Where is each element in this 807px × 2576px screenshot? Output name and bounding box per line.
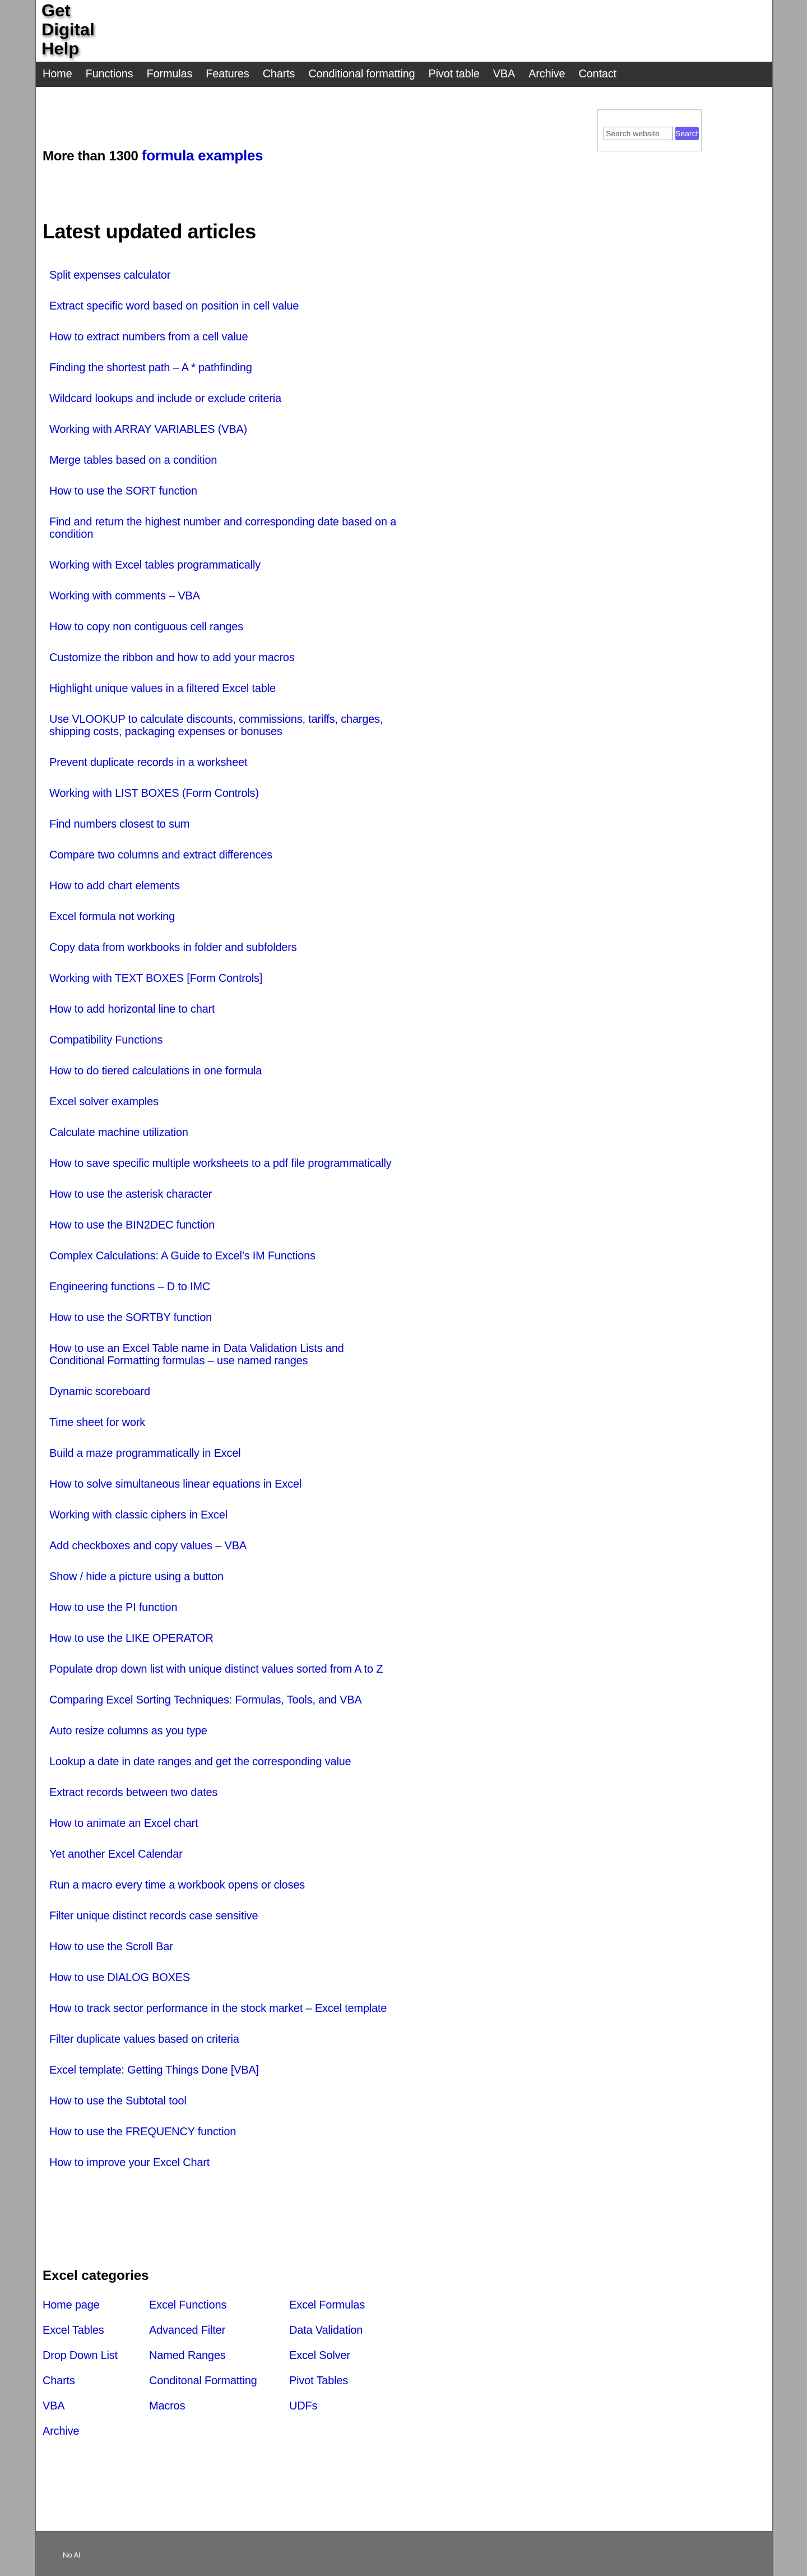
list-item bbox=[49, 710, 397, 753]
list-item bbox=[49, 513, 397, 556]
article-link[interactable]: Engineering functions – D to IMC bbox=[49, 1281, 211, 1293]
search-input[interactable] bbox=[604, 127, 673, 140]
page-container bbox=[35, 0, 773, 2576]
article-link[interactable]: How to copy non contiguous cell ranges bbox=[49, 621, 243, 633]
list-item bbox=[49, 1092, 397, 1123]
category-link-drop-down-list[interactable]: Drop Down List bbox=[43, 2349, 118, 2362]
list-item bbox=[49, 1752, 397, 1783]
list-item bbox=[49, 679, 397, 710]
nav-item-contact[interactable]: Contact bbox=[578, 68, 616, 80]
article-link[interactable]: Filter unique distinct records case sensitive bbox=[49, 1910, 258, 1922]
article-link[interactable]: Add checkboxes and copy values – VBA bbox=[49, 1540, 247, 1552]
list-item bbox=[49, 1444, 397, 1475]
list-item bbox=[49, 1536, 397, 1567]
article-link[interactable]: Prevent duplicate records in a worksheet bbox=[49, 756, 248, 769]
article-link[interactable]: How to use DIALOG BOXES bbox=[49, 1972, 191, 1984]
latest-articles-list bbox=[49, 266, 397, 2184]
list-item bbox=[49, 587, 397, 617]
list-item bbox=[49, 420, 397, 451]
category-link-named-ranges[interactable]: Named Ranges bbox=[149, 2349, 226, 2362]
list-item bbox=[49, 1814, 397, 1845]
nav-item-pivot-table[interactable]: Pivot table bbox=[428, 68, 480, 80]
list-item bbox=[49, 1413, 397, 1444]
article-link[interactable]: Merge tables based on a condition bbox=[49, 454, 217, 467]
article-link[interactable]: Split expenses calculator bbox=[49, 269, 171, 281]
category-link-udfs[interactable]: UDFs bbox=[289, 2400, 318, 2412]
list-item bbox=[49, 2153, 397, 2184]
article-link[interactable]: Finding the shortest path – A * pathfinding bbox=[49, 362, 252, 374]
list-item bbox=[49, 617, 397, 648]
list-item bbox=[49, 451, 397, 482]
article-link[interactable]: Excel formula not working bbox=[49, 911, 175, 923]
list-item bbox=[49, 1721, 397, 1752]
nav-item-formulas[interactable]: Formulas bbox=[146, 68, 193, 80]
list-item bbox=[49, 1277, 397, 1308]
list-item bbox=[49, 389, 397, 420]
article-link[interactable]: How to use an Excel Table name in Data Validation Lists and Conditional Formatting formulas – use named ranges bbox=[49, 1342, 344, 1367]
article-link[interactable]: Find and return the highest number and corresponding date based on a condition bbox=[49, 516, 397, 541]
article-link[interactable]: Filter duplicate values based on criteria bbox=[49, 2033, 239, 2046]
article-link[interactable]: How to save specific multiple worksheets to a pdf file programmatically bbox=[49, 1157, 392, 1170]
list-item bbox=[49, 1629, 397, 1660]
site-title-line: Digital bbox=[41, 20, 95, 39]
list-item bbox=[49, 1876, 397, 1906]
latest-articles-heading: Latest updated articles bbox=[43, 220, 256, 243]
site-title-line: Get bbox=[41, 1, 71, 20]
tagline bbox=[43, 147, 263, 164]
list-item bbox=[49, 1999, 397, 2030]
list-item bbox=[49, 1247, 397, 1277]
list-item bbox=[49, 784, 397, 815]
list-item bbox=[49, 753, 397, 784]
list-item bbox=[49, 1691, 397, 1721]
list-item bbox=[49, 846, 397, 876]
list-item bbox=[49, 358, 397, 389]
article-link[interactable]: Extract records between two dates bbox=[49, 1786, 218, 1799]
article-link[interactable]: How to do tiered calculations in one formula bbox=[49, 1065, 262, 1077]
list-item bbox=[49, 482, 397, 513]
list-item bbox=[49, 1382, 397, 1413]
category-link-charts[interactable]: Charts bbox=[43, 2375, 75, 2387]
category-link-archive[interactable]: Archive bbox=[43, 2425, 80, 2437]
article-link[interactable]: Working with Excel tables programmatically bbox=[49, 559, 261, 571]
article-link[interactable]: Working with ARRAY VARIABLES (VBA) bbox=[49, 423, 247, 436]
list-item bbox=[49, 556, 397, 587]
list-item bbox=[49, 1968, 397, 1999]
article-link[interactable]: Working with LIST BOXES (Form Controls) bbox=[49, 787, 259, 800]
category-link-advanced-filter[interactable]: Advanced Filter bbox=[149, 2324, 225, 2337]
article-link[interactable]: Highlight unique values in a filtered Excel table bbox=[49, 682, 276, 695]
list-item bbox=[49, 1906, 397, 1937]
formula-examples-link[interactable]: formula examples bbox=[141, 147, 263, 164]
article-link[interactable]: How to use the Scroll Bar bbox=[49, 1941, 173, 1953]
list-item bbox=[49, 876, 397, 907]
article-link[interactable]: How to use the asterisk character bbox=[49, 1188, 212, 1201]
category-link-excel-formulas[interactable]: Excel Formulas bbox=[289, 2299, 365, 2311]
article-link[interactable]: How to use the LIKE OPERATOR bbox=[49, 1632, 214, 1645]
list-item bbox=[49, 2061, 397, 2092]
tagline-text: More than 1300 bbox=[43, 149, 142, 164]
list-item bbox=[49, 1216, 397, 1247]
list-item bbox=[49, 1783, 397, 1814]
list-item bbox=[49, 1937, 397, 1968]
article-link[interactable]: How to use the SORT function bbox=[49, 485, 197, 497]
list-item bbox=[49, 1308, 397, 1339]
categories-heading: Excel categories bbox=[43, 2268, 149, 2283]
article-link[interactable]: Use VLOOKUP to calculate discounts, commissions, tariffs, charges, shipping costs, packaging expenses or bonuses bbox=[49, 713, 383, 738]
article-link[interactable]: Dynamic scoreboard bbox=[49, 1386, 150, 1398]
list-item bbox=[49, 1339, 397, 1382]
list-item bbox=[49, 1845, 397, 1876]
category-link-excel-tables[interactable]: Excel Tables bbox=[43, 2324, 104, 2337]
nav-item-home[interactable]: Home bbox=[43, 68, 72, 80]
list-item bbox=[49, 938, 397, 969]
footer bbox=[36, 2531, 772, 2576]
search-button[interactable]: Search bbox=[675, 127, 699, 140]
nav-item-functions[interactable]: Functions bbox=[85, 68, 133, 80]
list-item bbox=[49, 1123, 397, 1154]
list-item bbox=[49, 1061, 397, 1092]
article-link[interactable]: Run a macro every time a workbook opens or closes bbox=[49, 1879, 305, 1891]
category-link-data-validation[interactable]: Data Validation bbox=[289, 2324, 363, 2337]
list-item bbox=[49, 1598, 397, 1629]
search-widget bbox=[597, 109, 702, 151]
article-link[interactable]: Build a maze programmatically in Excel bbox=[49, 1447, 241, 1460]
article-link[interactable]: Time sheet for work bbox=[49, 1416, 146, 1429]
article-link[interactable]: Wildcard lookups and include or exclude criteria bbox=[49, 393, 281, 405]
article-link[interactable]: How to animate an Excel chart bbox=[49, 1817, 198, 1830]
categories-grid bbox=[43, 2299, 412, 2450]
article-link[interactable]: How to add horizontal line to chart bbox=[49, 1003, 215, 1015]
article-link[interactable]: Yet another Excel Calendar bbox=[49, 1848, 183, 1861]
article-link[interactable]: Excel template: Getting Things Done [VBA] bbox=[49, 2064, 259, 2076]
list-item bbox=[49, 2122, 397, 2153]
list-item bbox=[49, 2030, 397, 2061]
article-link[interactable]: How to use the Subtotal tool bbox=[49, 2095, 187, 2107]
list-item bbox=[49, 1660, 397, 1691]
article-link[interactable]: Lookup a date in date ranges and get the corresponding value bbox=[49, 1756, 351, 1768]
article-link[interactable]: How to track sector performance in the stock market – Excel template bbox=[49, 2002, 387, 2015]
category-link-excel-functions[interactable]: Excel Functions bbox=[149, 2299, 227, 2311]
category-link-conditional-formatting[interactable]: Conditonal Formatting bbox=[149, 2375, 257, 2387]
article-link[interactable]: Copy data from workbooks in folder and subfolders bbox=[49, 941, 297, 954]
article-link[interactable]: Customize the ribbon and how to add your macros bbox=[49, 652, 295, 664]
article-link[interactable]: Find numbers closest to sum bbox=[49, 818, 190, 830]
article-link[interactable]: How to use the FREQUENCY function bbox=[49, 2126, 236, 2138]
article-link[interactable]: Comparing Excel Sorting Techniques: Formulas, Tools, and VBA bbox=[49, 1694, 362, 1706]
article-link[interactable]: How to improve your Excel Chart bbox=[49, 2157, 210, 2169]
list-item bbox=[49, 297, 397, 327]
category-link-home-page[interactable]: Home page bbox=[43, 2299, 100, 2311]
article-link[interactable]: Complex Calculations: A Guide to Excel’s IM Functions bbox=[49, 1250, 316, 1262]
nav-item-charts[interactable]: Charts bbox=[262, 68, 295, 80]
site-logo[interactable] bbox=[41, 1, 109, 58]
article-link[interactable]: Working with classic ciphers in Excel bbox=[49, 1509, 228, 1521]
article-link[interactable]: How to use the PI function bbox=[49, 1601, 178, 1614]
category-link-pivot-tables[interactable]: Pivot Tables bbox=[289, 2375, 349, 2387]
article-link[interactable]: Working with TEXT BOXES [Form Controls] bbox=[49, 972, 263, 985]
article-link[interactable]: Extract specific word based on position in cell value bbox=[49, 300, 299, 312]
article-link[interactable]: Show / hide a picture using a button bbox=[49, 1571, 224, 1583]
footer-text: No AI bbox=[63, 2551, 81, 2559]
article-link[interactable]: How to use the BIN2DEC function bbox=[49, 1219, 215, 1231]
article-link[interactable]: How to solve simultaneous linear equations in Excel bbox=[49, 1478, 302, 1490]
nav-item-conditional-formatting[interactable]: Conditional formatting bbox=[308, 68, 415, 80]
list-item bbox=[49, 327, 397, 358]
list-item bbox=[49, 907, 397, 938]
article-link[interactable]: Auto resize columns as you type bbox=[49, 1725, 207, 1737]
list-item bbox=[49, 1000, 397, 1031]
article-link[interactable]: Compatibility Functions bbox=[49, 1034, 163, 1046]
article-link[interactable]: Calculate machine utilization bbox=[49, 1127, 188, 1139]
list-item bbox=[49, 1154, 397, 1185]
list-item bbox=[49, 266, 397, 297]
list-item bbox=[49, 969, 397, 1000]
list-item bbox=[49, 1475, 397, 1506]
site-title-line: Help bbox=[41, 39, 80, 58]
list-item bbox=[49, 648, 397, 679]
article-link[interactable]: How to add chart elements bbox=[49, 880, 180, 892]
list-item bbox=[49, 1031, 397, 1061]
article-link[interactable]: How to use the SORTBY function bbox=[49, 1312, 212, 1324]
list-item bbox=[49, 1567, 397, 1598]
list-item bbox=[49, 2092, 397, 2122]
article-link[interactable]: Excel solver examples bbox=[49, 1096, 159, 1108]
list-item bbox=[49, 1506, 397, 1536]
main-nav bbox=[36, 62, 772, 87]
list-item bbox=[49, 815, 397, 846]
nav-item-archive[interactable]: Archive bbox=[528, 68, 565, 80]
article-link[interactable]: Working with comments – VBA bbox=[49, 590, 200, 602]
list-item bbox=[49, 1185, 397, 1216]
nav-item-vba[interactable]: VBA bbox=[493, 68, 516, 80]
category-link-vba[interactable]: VBA bbox=[43, 2400, 65, 2412]
nav-item-features[interactable]: Features bbox=[206, 68, 249, 80]
category-link-excel-solver[interactable]: Excel Solver bbox=[289, 2349, 350, 2362]
article-link[interactable]: Populate drop down list with unique distinct values sorted from A to Z bbox=[49, 1663, 383, 1675]
category-link-macros[interactable]: Macros bbox=[149, 2400, 185, 2412]
article-link[interactable]: How to extract numbers from a cell value bbox=[49, 331, 248, 343]
article-link[interactable]: Compare two columns and extract differences bbox=[49, 849, 272, 861]
